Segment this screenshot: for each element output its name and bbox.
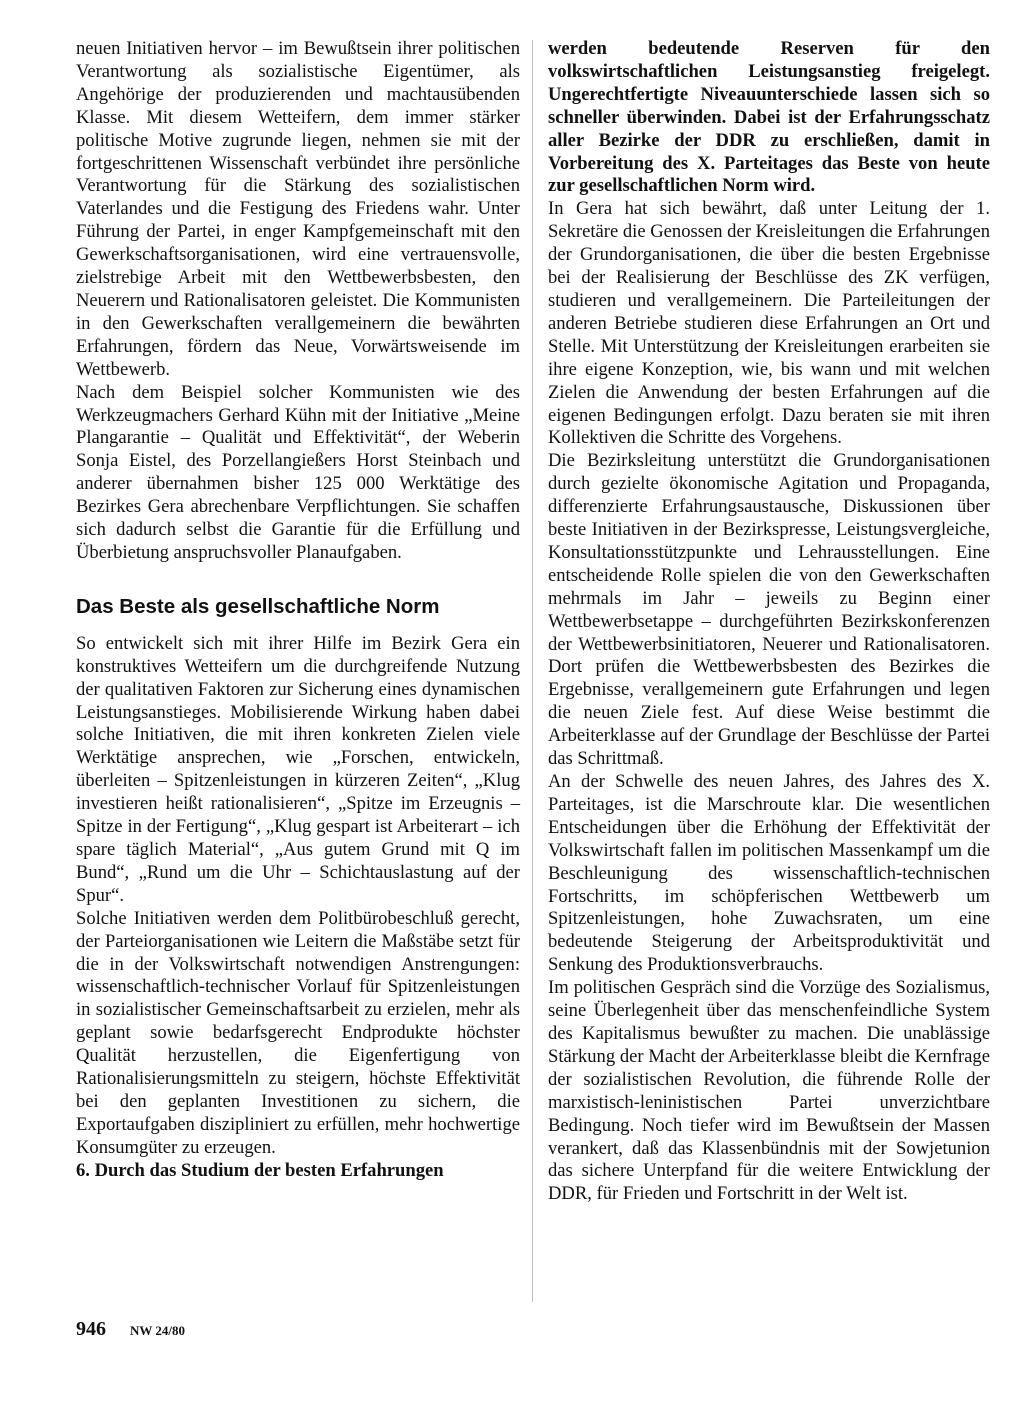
left-paragraph-3: So entwickelt sich mit ihrer Hilfe im Bezirk Gera ein konstruktives Wetteifern um die durchgreifende Nutzung der qualitativen Faktoren zur Sicherung eines dynamischen Leistungsanstieges. Mobilisierende Wirkung haben dabei solche Initiativen, die mit ihren konkreten Zielen viele Werktätige ansprechen, wie „Forschen, entwickeln, überleiten – Spitzenleistungen in kürzeren Zeiten“, „Klug investieren heißt rationalisieren“, „Spitze im Erzeugnis – Spitze in der Fertigung“, „Klug gespart ist Arbeiterart – ich spare täglich Material“, „Aus gutem Grund mit Q im Bund“, „Rund um die Uhr – Schichtauslastung auf der Spur“. [76,632,520,906]
left-paragraph-4: Solche Initiativen werden dem Politbürobeschluß gerecht, der Parteiorganisationen wie Leitern die Maßstäbe setzt für die in der Volkswirtschaft notwendigen Anstrengungen: wissenschaftlich-technischer Vorlauf für Spitzenleistungen in sozialistischer Gemeinschaftsarbeit zu erzielen, mehr als geplant sowie bedarfsgerecht Endprodukte höchster Qualität herzustellen, die Eigenfertigung von Rationalisierungsmitteln zu steigern, höchste Effektivität bei den geplanten Investitionen zu sichern, die Exportaufgaben diszipliniert zu erfüllen, mehr hochwertige Konsumgüter zu erzeugen. [76,907,520,1158]
right-paragraph-2: In Gera hat sich bewährt, daß unter Leitung der 1. Sekretäre die Genossen der Kreisleitungen die Erfahrungen der Grundorganisationen, die über die besten Ergebnisse bei der Realisierung der Beschlüsse des ZK verfügen, studieren und verallgemeinern. Die Parteileitungen der anderen Betriebe studieren diese Erfahrungen an Ort und Stelle. Mit Unterstützung der Kreisleitungen erarbeiten sie ihre eigene Konzeption, wie, bis wann und mit welchen Zielen die Anwendung der besten Erfahrungen auf die eigenen Bedingungen erfolgt. Dazu beraten sie mit ihren Kollektiven die Schritte des Vorgehens. [548,198,990,449]
right-paragraph-1-bold: werden bedeutende Reserven für den volkswirtschaftlichen Leistungsanstieg freigelegt. Ungerechtfertigte Niveauunterschiede lassen sich so schneller überwinden. Dabei ist der Erfahrungsschatz aller Bezirke der DDR zu erschließen, damit in Vorbereitung des X. Parteitages das Beste von heute zur gesellschaftlichen Norm wird. [548,38,990,197]
section-heading: Das Beste als gesellschaftliche Norm [76,594,440,618]
right-paragraph-4: An der Schwelle des neuen Jahres, des Jahres des X. Parteitages, ist die Marschroute klar. Die wesentlichen Entscheidungen über die Erhöhung der Effektivität der Volkswirtschaft fallen im politischen Massenkampf um die Beschleunigung des wissenschaftlich-technischen Fortschritts, im schöpferischen Wettbewerb um Spitzenleistungen, hohe Zuwachsraten, um eine bedeutende Steigerung der Arbeitsproduktivität und Senkung des Produktionsverbrauchs. [548,771,990,976]
right-column [548,38,990,1206]
column-divider [532,40,533,1302]
page-footer [76,1318,185,1341]
left-column [76,38,520,1183]
page-number: 946 [76,1318,106,1340]
right-paragraph-5: Im politischen Gespräch sind die Vorzüge des Sozialismus, seine Überlegenheit über das menschenfeindliche System des Kapitalismus bewußter zu machen. Die unablässige Stärkung der Macht der Arbeiterklasse bleibt die Kernfrage der sozialistischen Revolution, die führende Rolle der marxistisch-leninistischen Partei unverzichtbare Bedingung. Noch tiefer wird im Bewußtsein der Massen verankert, daß das Klassenbündnis mit der Sowjetunion das sichere Unterpfand für die weitere Entwicklung der DDR, für Frieden und Fortschritt in der Welt ist. [548,977,990,1205]
left-paragraph-5-bold: 6. Durch das Studium der besten Erfahrungen [76,1159,444,1181]
left-paragraph-1: neuen Initiativen hervor – im Bewußtsein ihrer politischen Verantwortung als sozialistische Eigentümer, als Angehörige der produzierenden und machtausübenden Klasse. Mit diesem Wetteifern, dem immer stärker politische Motive zugrunde liegen, nehmen sie mit der fortgeschrittenen Wissenschaft verbündet ihre persönliche Verantwortung für die Stärkung des sozialistischen Vaterlandes und die Festigung des Friedens wahr. Unter Führung der Partei, in enger Kampfgemeinschaft mit den Gewerkschaftsorganisationen, wird eine vertrauensvolle, zielstrebige Arbeit mit den Wettbewerbsbesten, den Neuerern und Rationalisatoren geleistet. Die Kommunisten in den Gewerkschaften verallgemeinern die bewährten Erfahrungen, fördern das Neue, Vorwärtsweisende im Wettbewerb. [76,38,520,380]
left-paragraph-2: Nach dem Beispiel solcher Kommunisten wie des Werkzeugmachers Gerhard Kühn mit der Initiative „Meine Plangarantie – Qualität und Effektivität“, der Weberin Sonja Eistel, des Porzellangießers Horst Steinbach und anderer übernahmen bisher 125 000 Werktätige des Bezirkes Gera abrechenbare Verpflichtungen. Sie schaffen sich dadurch selbst die Garantie für die Erfüllung und Überbietung anspruchsvoller Planaufgaben. [76,381,520,563]
issue-label: NW 24/80 [130,1323,186,1338]
right-paragraph-3: Die Bezirksleitung unterstützt die Grundorganisationen durch gezielte ökonomische Agitation und Propaganda, differenzierte Erfahrungsaustausche, Diskussionen über beste Initiativen in der Bezirkspresse, Leistungsvergleiche, Konsultationsstützpunkte und Lehrausstellungen. Eine entscheidende Rolle spielen die von den Gewerkschaften mehrmals im Jahr – jeweils zu Beginn einer Wettbewerbsetappe – durchgeführten Bezirkskonferenzen der Wettbewerbsinitiatoren, Neuerer und Rationalisatoren. Dort prüfen die Wettbewerbsbesten des Bezirkes die Ergebnisse, verallgemeinern gute Erfahrungen und legen die neuen Ziele fest. Auf diese Weise bestimmt die Arbeiterklasse auf der Grundlage der Beschlüsse der Partei das Schrittmaß. [548,450,990,770]
